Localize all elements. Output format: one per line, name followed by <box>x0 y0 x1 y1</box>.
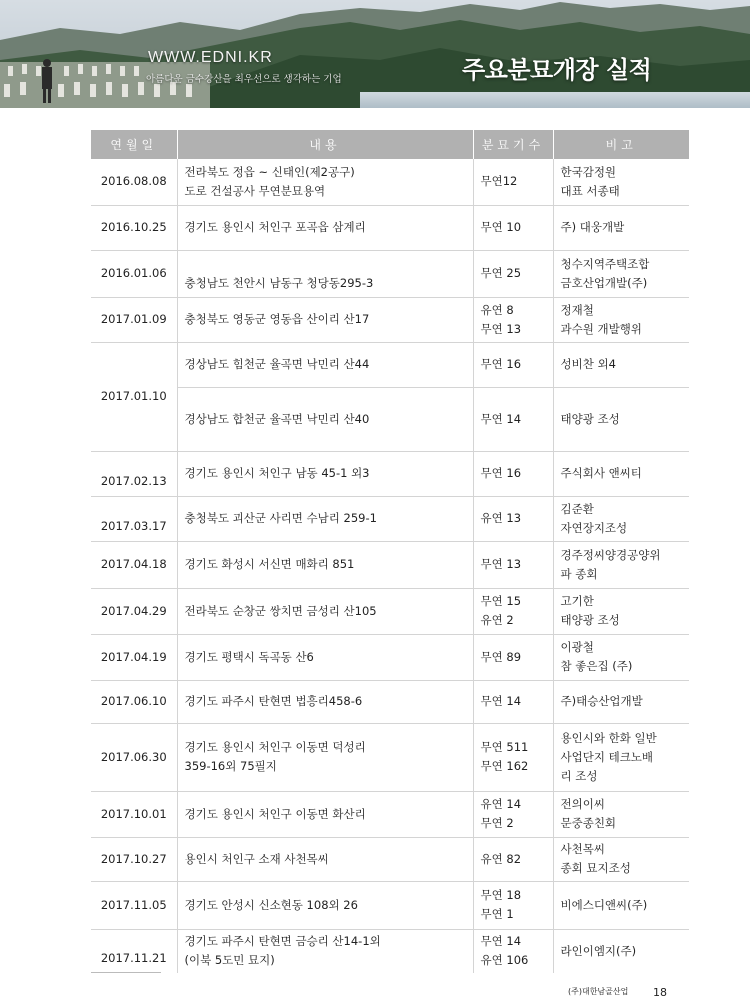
note-cell <box>553 297 689 342</box>
note-line: 금호산업개발(주) <box>560 275 648 290</box>
table-header-row <box>91 130 689 159</box>
date-cell: 2017.03.17 <box>91 496 177 541</box>
content-cell <box>177 205 473 250</box>
note-line: 청수지역주택조합 <box>560 256 650 271</box>
content-line: 경기도 파주시 탄현면 금승리 산14-1외 <box>184 934 381 949</box>
note-line: 리 조성 <box>560 768 598 783</box>
table-row <box>91 881 689 929</box>
count-cell <box>473 588 553 634</box>
count-line: 무연 10 <box>480 220 522 234</box>
note-cell <box>553 342 689 387</box>
note-line: 고기한 <box>560 594 594 608</box>
note-cell <box>553 680 689 723</box>
note-cell <box>553 496 689 541</box>
table-row <box>91 588 689 634</box>
table-row <box>91 297 689 342</box>
note-cell <box>553 541 689 588</box>
count-line: 무연 511 <box>480 740 529 754</box>
content-cell <box>177 451 473 496</box>
note-cell <box>553 791 689 837</box>
content-cell <box>177 680 473 723</box>
date-cell: 2016.10.25 <box>91 205 177 250</box>
column-header-date: 연월일 <box>91 130 177 159</box>
count-cell <box>473 159 553 205</box>
count-line: 유연 8 <box>480 302 514 317</box>
count-cell <box>473 680 553 723</box>
note-line: 한국감정원 <box>560 164 617 179</box>
date-cell: 2017.06.30 <box>91 723 177 791</box>
column-header-note: 비고 <box>553 130 689 159</box>
note-line: 문중종친회 <box>560 816 617 830</box>
note-cell <box>553 159 689 205</box>
note-cell <box>553 837 689 881</box>
note-line: 김준환 <box>560 501 594 516</box>
content-line: 경기도 파주시 탄현면 법흥리458-6 <box>184 694 363 708</box>
date-cell: 2017.01.10 <box>91 342 177 451</box>
content-line: 경기도 용인시 처인구 이동면 덕성리 <box>184 740 366 754</box>
count-cell <box>473 387 553 451</box>
content-cell <box>177 496 473 541</box>
date-cell: 2017.04.18 <box>91 541 177 588</box>
table-row <box>91 250 689 297</box>
note-line: 주식회사 앤씨티 <box>560 466 642 480</box>
note-line: 비에스디앤씨(주) <box>560 897 648 912</box>
content-line: 경기도 평택시 독곡동 산6 <box>184 649 314 664</box>
table-row <box>91 205 689 250</box>
count-line: 무연 15 <box>480 594 522 608</box>
count-line: 무연12 <box>480 174 518 189</box>
content-cell <box>177 387 473 451</box>
date-cell: 2017.06.10 <box>91 680 177 723</box>
column-header-count: 분묘기수 <box>473 130 553 159</box>
note-cell <box>553 250 689 297</box>
table-row <box>91 723 689 791</box>
note-line: 용인시와 한화 일반 <box>560 730 657 745</box>
content-line: 경기도 화성시 서신면 매화리 851 <box>184 557 355 571</box>
note-cell <box>553 451 689 496</box>
content-cell <box>177 634 473 680</box>
content-line: 경기도 용인시 처인구 포곡읍 삼계리 <box>184 220 366 234</box>
count-cell <box>473 496 553 541</box>
date-cell: 2017.11.05 <box>91 881 177 929</box>
count-line: 유연 106 <box>480 953 529 968</box>
header-banner <box>0 0 750 108</box>
note-line: 사천목씨 <box>560 842 605 856</box>
content-line: 경상남도 합천군 율곡면 낙민리 산40 <box>184 411 370 426</box>
count-cell <box>473 451 553 496</box>
date-cell: 2017.11.21 <box>91 929 177 973</box>
count-cell <box>473 837 553 881</box>
count-line: 무연 14 <box>480 934 522 949</box>
content-line: 경기도 용인시 처인구 남동 45-1 외3 <box>184 466 370 480</box>
note-line: 태양광 조성 <box>560 411 620 426</box>
content-cell <box>177 250 473 297</box>
count-cell <box>473 342 553 387</box>
content-cell <box>177 342 473 387</box>
note-line: 전의이씨 <box>560 797 605 811</box>
column-header-content: 내용 <box>177 130 473 159</box>
count-line: 무연 13 <box>480 557 522 571</box>
content-line: 경상남도 힘천군 율곡면 낙민리 산44 <box>184 357 370 371</box>
note-cell <box>553 387 689 451</box>
count-cell <box>473 205 553 250</box>
note-line: 태양광 조성 <box>560 613 620 627</box>
note-cell <box>553 205 689 250</box>
content-cell <box>177 837 473 881</box>
content-line: 충청남도 천안시 남동구 청당동295-3 <box>184 275 374 290</box>
note-cell <box>553 588 689 634</box>
company-slogan: 아름다운 금수강산을 최우선으로 생각하는 기업 <box>146 74 342 85</box>
count-cell <box>473 297 553 342</box>
content-cell <box>177 791 473 837</box>
page-title: 주요분묘개장 실적 <box>462 56 652 84</box>
content-line: 경기도 용인시 처인구 이동면 화산리 <box>184 806 366 821</box>
table-row <box>91 541 689 588</box>
count-cell <box>473 791 553 837</box>
count-line: 무연 162 <box>480 759 529 773</box>
count-cell <box>473 541 553 588</box>
count-line: 유연 2 <box>480 613 514 627</box>
date-cell: 2017.01.09 <box>91 297 177 342</box>
table-bottom-rule <box>91 972 161 973</box>
table-row <box>91 342 689 387</box>
table-row <box>91 837 689 881</box>
content-cell <box>177 159 473 205</box>
content-cell <box>177 881 473 929</box>
note-line: 주)태승산업개발 <box>560 694 643 708</box>
content-cell <box>177 929 473 973</box>
note-line: 과수원 개발행위 <box>560 321 642 336</box>
table-row <box>91 496 689 541</box>
company-name: (주)대한남골산업 <box>568 987 629 996</box>
date-cell: 2016.08.08 <box>91 159 177 205</box>
note-line: 파 종회 <box>560 566 598 581</box>
content-line: 경기도 안성시 신소현동 108외 26 <box>184 897 358 912</box>
content-cell <box>177 297 473 342</box>
count-cell <box>473 881 553 929</box>
count-line: 무연 18 <box>480 888 522 902</box>
note-cell <box>553 881 689 929</box>
count-line: 무연 2 <box>480 816 514 830</box>
content-cell <box>177 541 473 588</box>
date-cell: 2017.04.29 <box>91 588 177 634</box>
note-line: 라인이엠지(주) <box>560 943 637 958</box>
relocation-records-table <box>91 130 689 973</box>
count-line: 유연 14 <box>480 797 522 811</box>
content-line: 용인시 처인구 소재 사천목씨 <box>184 851 329 866</box>
content-line: 전라북도 정읍 ~ 신태인(제2공구) <box>184 164 355 179</box>
count-line: 유연 82 <box>480 851 522 866</box>
count-line: 무연 25 <box>480 266 522 280</box>
content-line: (이북 5도민 묘지) <box>184 953 275 968</box>
count-cell <box>473 929 553 973</box>
table-row <box>91 929 689 973</box>
count-line: 무연 14 <box>480 411 522 426</box>
note-line: 종회 묘지조성 <box>560 861 631 875</box>
table-row <box>91 387 689 451</box>
date-cell: 2016.01.06 <box>91 250 177 297</box>
count-cell <box>473 634 553 680</box>
count-cell <box>473 723 553 791</box>
note-cell <box>553 634 689 680</box>
count-line: 무연 16 <box>480 466 522 480</box>
content-line: 도로 건설공사 무연분묘용역 <box>184 183 326 198</box>
count-line: 무연 13 <box>480 321 522 336</box>
table-row <box>91 451 689 496</box>
note-line: 자연장지조성 <box>560 520 628 535</box>
date-cell: 2017.02.13 <box>91 451 177 496</box>
note-cell <box>553 723 689 791</box>
table-row <box>91 680 689 723</box>
table-row <box>91 159 689 205</box>
note-line: 성비찬 외4 <box>560 357 616 371</box>
note-cell <box>553 929 689 973</box>
count-line: 무연 16 <box>480 357 522 371</box>
note-line: 주) 대웅개발 <box>560 220 625 234</box>
content-line: 충청북도 영동군 영동읍 산이리 산17 <box>184 312 370 326</box>
table-row <box>91 634 689 680</box>
date-cell: 2017.10.01 <box>91 791 177 837</box>
site-url: WWW.EDNI.KR <box>148 49 273 66</box>
content-cell <box>177 723 473 791</box>
note-line: 대표 서종태 <box>560 183 620 198</box>
table-row <box>91 791 689 837</box>
page-number: 18 <box>653 986 667 999</box>
count-line: 유연 13 <box>480 511 522 525</box>
note-line: 정재철 <box>560 302 594 317</box>
date-cell: 2017.04.19 <box>91 634 177 680</box>
count-line: 무연 89 <box>480 649 522 664</box>
count-cell <box>473 250 553 297</box>
note-line: 이광철 <box>560 640 594 654</box>
content-cell <box>177 588 473 634</box>
count-line: 무연 14 <box>480 694 522 708</box>
note-line: 참 좋은집 (주) <box>560 659 633 673</box>
note-line: 경주정씨양경공양위 <box>560 547 661 562</box>
date-cell: 2017.10.27 <box>91 837 177 881</box>
content-line: 충청북도 괴산군 사리면 수남리 259-1 <box>184 511 377 525</box>
content-line: 전라북도 순창군 쌍치면 금성리 산105 <box>184 603 377 618</box>
note-line: 사업단지 테크노배 <box>560 749 654 764</box>
count-line: 무연 1 <box>480 907 514 921</box>
content-line: 359-16외 75필지 <box>184 759 277 773</box>
